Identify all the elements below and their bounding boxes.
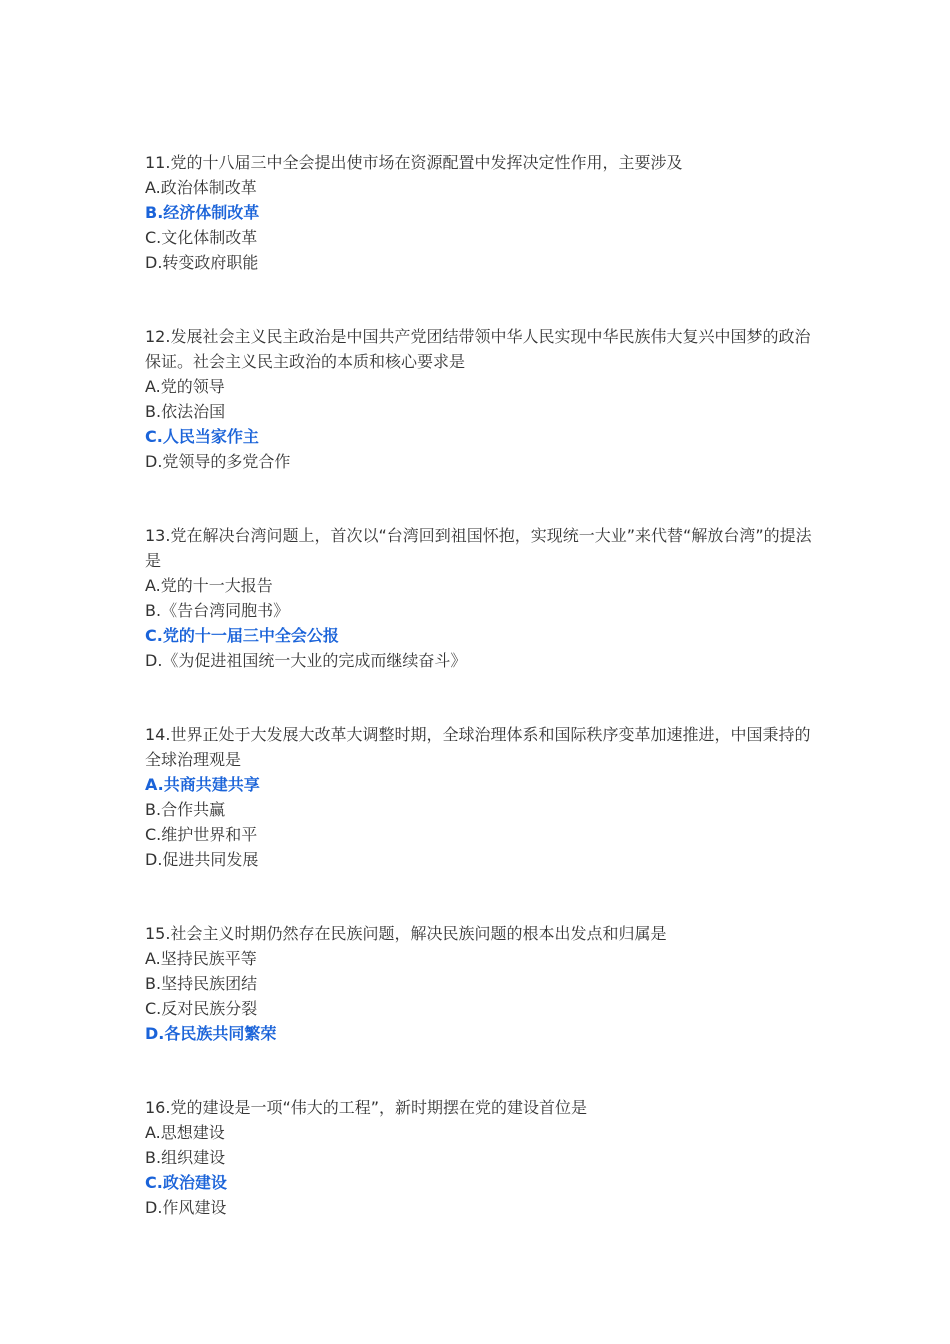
option-a: A.政治体制改革 <box>145 178 257 197</box>
option-d: D.促进共同发展 <box>145 850 259 869</box>
question-stem: 13.党在解决台湾问题上，首次以“台湾回到祖国怀抱，实现统一大业”来代替“解放台湾”的提法是 <box>145 526 812 570</box>
question-stem: 12.发展社会主义民主政治是中国共产党团结带领中华人民实现中华民族伟大复兴中国梦的政治保证。社会主义民主政治的本质和核心要求是 <box>145 327 811 371</box>
question-list <box>145 150 815 1220</box>
question-13 <box>145 523 815 673</box>
question-11 <box>145 150 815 275</box>
option-d: D.转变政府职能 <box>145 253 259 272</box>
spacer <box>145 275 815 324</box>
question-15 <box>145 921 815 1046</box>
option-b: B.坚持民族团结 <box>145 974 258 993</box>
option-b: B.合作共赢 <box>145 800 226 819</box>
option-a: A.坚持民族平等 <box>145 949 257 968</box>
option-c: C.文化体制改革 <box>145 228 258 247</box>
option-d: D.作风建设 <box>145 1198 227 1217</box>
option-d-correct: D.各民族共同繁荣 <box>145 1024 277 1043</box>
option-b: B.《告台湾同胞书》 <box>145 601 290 620</box>
option-a-correct: A.共商共建共享 <box>145 775 260 794</box>
spacer <box>145 872 815 921</box>
option-b-correct: B.经济体制改革 <box>145 203 260 222</box>
option-a: A.党的领导 <box>145 377 225 396</box>
option-c-correct: C.人民当家作主 <box>145 427 259 446</box>
option-c: C.反对民族分裂 <box>145 999 258 1018</box>
option-d: D.党领导的多党合作 <box>145 452 291 471</box>
option-c-correct: C.党的十一届三中全会公报 <box>145 626 339 645</box>
option-c: C.维护世界和平 <box>145 825 258 844</box>
spacer <box>145 1046 815 1095</box>
option-a: A.思想建设 <box>145 1123 225 1142</box>
option-b: B.组织建设 <box>145 1148 226 1167</box>
question-16 <box>145 1095 815 1220</box>
option-d: D.《为促进祖国统一大业的完成而继续奋斗》 <box>145 651 467 670</box>
option-a: A.党的十一大报告 <box>145 576 273 595</box>
spacer <box>145 673 815 722</box>
question-14 <box>145 722 815 872</box>
question-stem: 15.社会主义时期仍然存在民族问题，解决民族问题的根本出发点和归属是 <box>145 924 667 943</box>
question-stem: 11.党的十八届三中全会提出使市场在资源配置中发挥决定性作用，主要涉及 <box>145 153 683 172</box>
question-stem: 14.世界正处于大发展大改革大调整时期，全球治理体系和国际秩序变革加速推进，中国秉持的全球治理观是 <box>145 725 811 769</box>
option-b: B.依法治国 <box>145 402 226 421</box>
question-12 <box>145 324 815 474</box>
option-c-correct: C.政治建设 <box>145 1173 227 1192</box>
question-stem: 16.党的建设是一项“伟大的工程”，新时期摆在党的建设首位是 <box>145 1098 588 1117</box>
spacer <box>145 474 815 523</box>
